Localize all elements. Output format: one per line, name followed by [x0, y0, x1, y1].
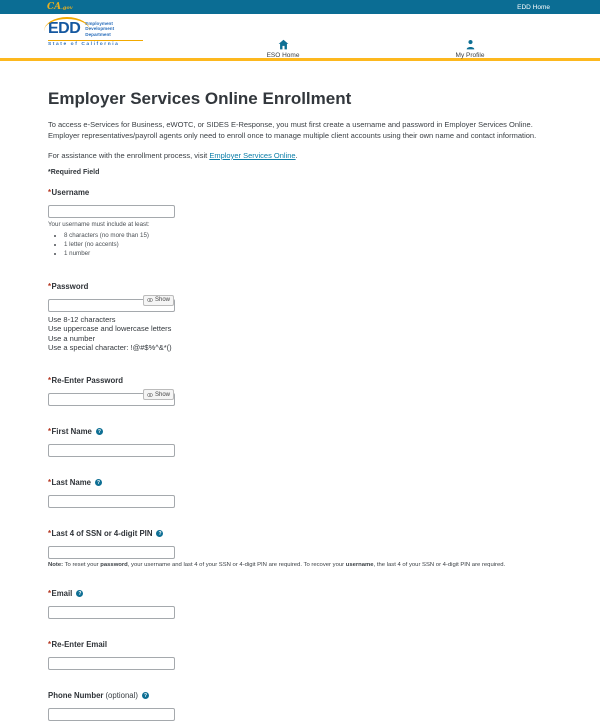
ssn-pin-help-icon[interactable]: ? [158, 530, 162, 537]
last-name-help-icon[interactable]: ? [96, 479, 101, 486]
ssn-pin-label: * Last 4 of SSN or 4-digit PIN ? [48, 529, 162, 539]
main-content [0, 61, 600, 721]
ssn-pin-note: Note: To reset your password, your username and last 4 of your SSN or 4-digit PIN are required. To recover your username, the last 4 of your SSN or 4-digit PIN are required. [48, 562, 506, 569]
phone-help-icon[interactable]: ? [143, 692, 147, 699]
eye-icon [147, 297, 153, 303]
site-header [0, 14, 600, 58]
reenter-email-input[interactable] [48, 657, 175, 670]
phone-group [48, 691, 552, 721]
home-icon [278, 39, 289, 50]
first-name-help-icon[interactable]: ? [97, 428, 101, 435]
phone-input[interactable] [48, 708, 175, 721]
phone-label: Phone Number (optional) ? [48, 691, 147, 701]
nav-my-profile[interactable] [435, 39, 505, 59]
nav-my-profile-label: My Profile [455, 52, 485, 59]
first-name-label: * First Name ? [48, 427, 101, 437]
required-field-note: *Required Field [48, 168, 100, 176]
reenter-email-label: * Re-Enter Email [48, 640, 108, 650]
last-name-input[interactable] [48, 495, 175, 508]
reenter-email-group [48, 640, 552, 670]
edd-home-link[interactable] [517, 0, 550, 14]
email-group [48, 589, 552, 619]
username-rules-intro: Your username must include at least: [48, 220, 150, 228]
password-show-button[interactable]: Show [143, 295, 174, 306]
eye-icon [147, 392, 153, 398]
password-group [48, 282, 552, 353]
cagov-logo[interactable]: CA.gov [47, 2, 73, 12]
username-group [48, 188, 552, 258]
password-rules: Use 8-12 characters Use uppercase and lowercase letters Use a number Use a special character: !@#$%^&*() [48, 314, 172, 352]
reenter-password-label: * Re-Enter Password [48, 376, 124, 386]
edd-logo-acronym: EDD [48, 20, 80, 38]
first-name-group [48, 427, 552, 457]
username-rules-list [64, 231, 552, 258]
last-name-group [48, 478, 552, 508]
username-input[interactable] [48, 205, 175, 218]
assistance-paragraph: For assistance with the enrollment process, visit Employer Services Online. [48, 150, 298, 160]
gov-topbar [0, 0, 600, 14]
page-title: Employer Services Online Enrollment [48, 89, 352, 108]
edd-logo[interactable] [48, 20, 143, 47]
reenter-password-group [48, 376, 552, 406]
username-label: * Username [48, 187, 90, 197]
email-label: * Email ? [48, 589, 82, 599]
ssn-pin-input[interactable] [48, 546, 175, 559]
edd-home-link-label: EDD Home [517, 3, 550, 11]
password-label: * Password [48, 281, 89, 291]
username-rule: • 8 characters (no more than 15) [64, 231, 552, 240]
edd-logo-department-text: Employment Development Department [85, 21, 115, 37]
email-input[interactable] [48, 606, 175, 619]
last-name-label: * Last Name ? [48, 478, 101, 488]
intro-paragraph: To access e-Services for Business, eWOTC, or SIDES E-Response, you must first create a username and password in Employer Services Online. Employer representatives/payroll agents only need to enroll once to manage multiple client accounts using their own name and contact information. [48, 120, 537, 140]
edd-logo-state-text: State of California [48, 40, 143, 47]
employer-services-online-link[interactable]: Employer Services Online [209, 150, 296, 160]
first-name-input[interactable] [48, 444, 175, 457]
reenter-password-show-button[interactable]: Show [143, 389, 174, 400]
username-rule: • 1 number [64, 249, 552, 258]
ssn-pin-group [48, 529, 552, 568]
nav-eso-home-label: ESO Home [266, 52, 300, 59]
person-icon [465, 39, 476, 50]
email-help-icon[interactable]: ? [78, 590, 82, 597]
username-rule: • 1 letter (no accents) [64, 240, 552, 249]
nav-eso-home[interactable] [248, 39, 318, 59]
